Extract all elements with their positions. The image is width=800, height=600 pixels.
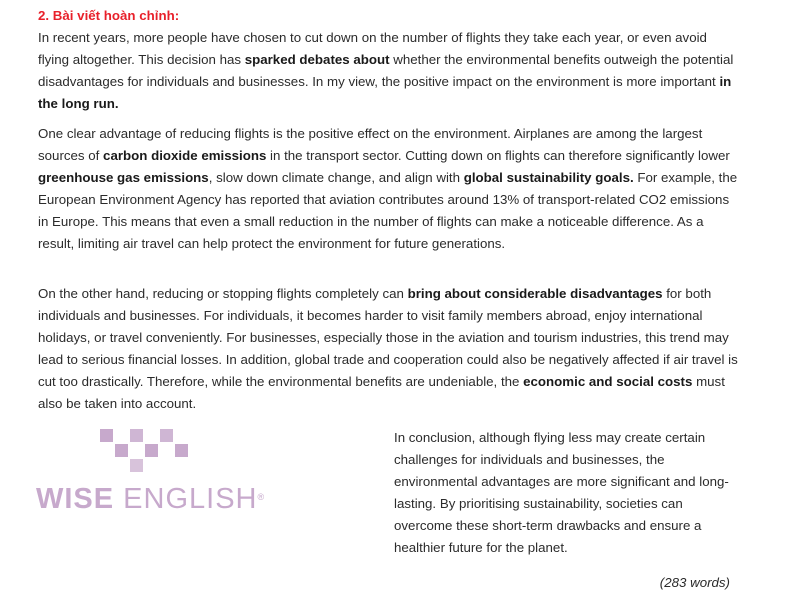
paragraph-introduction [38, 27, 738, 115]
registered-mark: ® [257, 492, 266, 502]
text-run: in the transport sector. Cutting down on flights can therefore significantly lower [266, 148, 730, 163]
logo-wordmark: WISE ENGLISH® [36, 483, 266, 515]
bold-phrase: bring about considerable disadvantages [407, 286, 663, 301]
bold-phrase: global sustainability goals. [463, 170, 634, 185]
paragraph-body-2 [38, 283, 738, 415]
text-run: On the other hand, reducing or stopping flights completely can [38, 286, 408, 301]
word-count: (283 words) [659, 575, 730, 590]
text-run: whether the environmental benefits outweigh the potential disadvantages for individuals and businesses. In my view, the positive impact on the environment is more important [38, 52, 734, 89]
paragraph-body-1 [38, 123, 738, 255]
section-heading: 2. Bài viết hoàn chỉnh: [38, 8, 180, 23]
bold-phrase: sparked debates about [244, 52, 390, 67]
bold-phrase: in the long run. [38, 74, 732, 111]
wise-english-logo [36, 425, 266, 525]
text-run: One clear advantage of reducing flights is the positive effect on the environment. Airplanes are among the largest sources of [38, 126, 703, 163]
bold-phrase: greenhouse gas emissions [38, 170, 209, 185]
bold-phrase: carbon dioxide emissions [103, 148, 267, 163]
paragraph-conclusion: In conclusion, although flying less may create certain challenges for individuals and businesses, the environmental advantages are more significant and long-lasting. By prioritising sustainability, societies can overcome these short-term drawbacks and ensure a healthier future for the planet. [394, 430, 729, 555]
text-run: for both individuals and businesses. For individuals, it becomes harder to visit family members abroad, enjoy international holidays, or travel conveniently. For businesses, especially those in the aviation and tourism industries, this trend may lead to serious financial losses. In addition, global trade and cooperation could also be negatively affected if air travel is cut too drastically. Therefore, while the environmental benefits are undeniable, the [38, 286, 738, 389]
text-run: For example, the European Environment Agency has reported that aviation contributes around 13% of transport-related CO2 emissions in Europe. This means that even a small reduction in the number of flights can make a noticeable difference. As a result, limiting air travel can help protect the environment for future generations. [38, 170, 738, 251]
text-run: , slow down climate change, and align with [208, 170, 464, 185]
logo-mark-icon [100, 425, 190, 473]
text-run: In recent years, more people have chosen to cut down on the number of flights they take each year, or even avoid flying altogether. This decision has [38, 30, 707, 67]
text-run: must also be taken into account. [38, 374, 725, 411]
bold-phrase: economic and social costs [523, 374, 693, 389]
